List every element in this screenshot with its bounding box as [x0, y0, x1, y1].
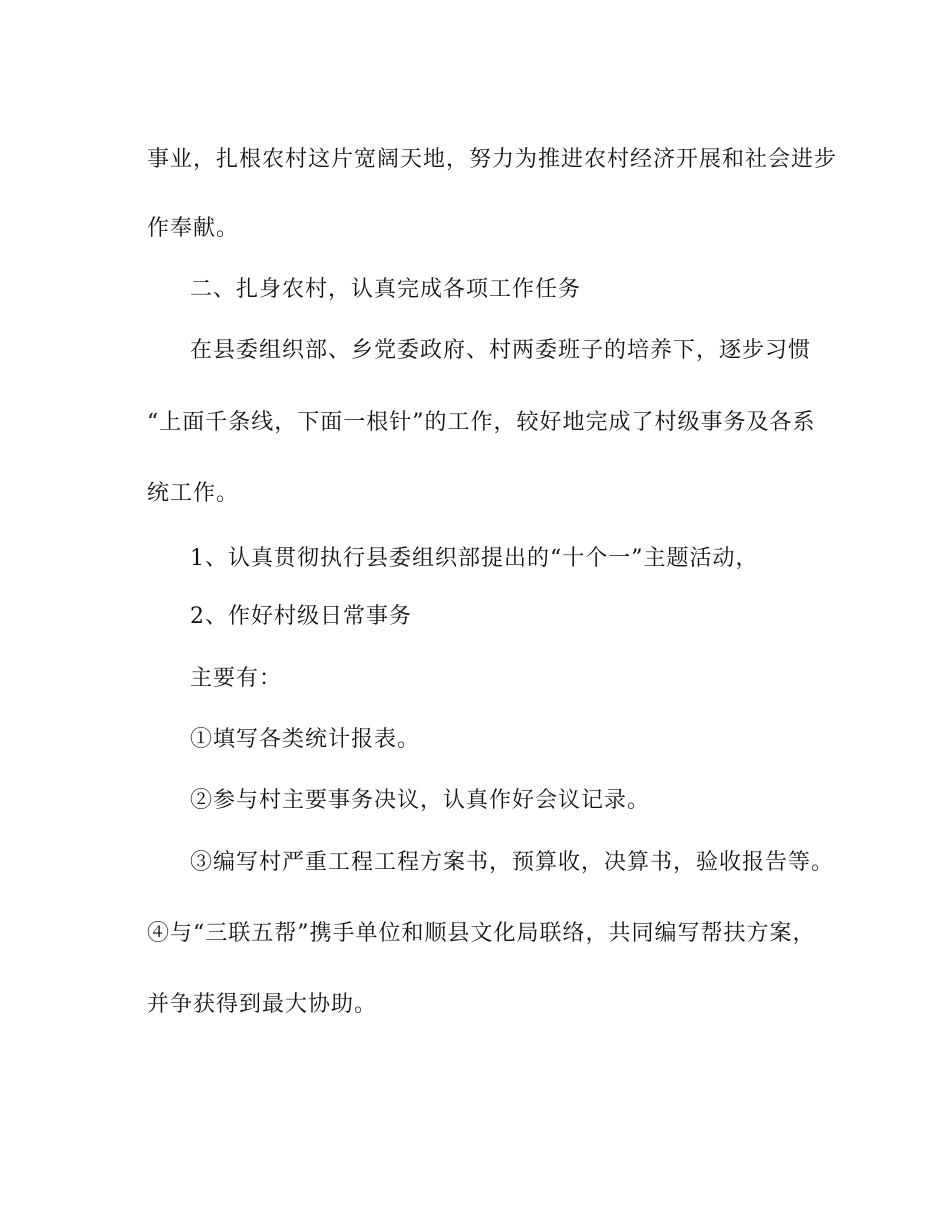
list-item: 1、认真贯彻执行县委组织部提出的“十个一”主题活动， — [190, 546, 759, 571]
list-item: ①填写各类统计报表。 — [190, 727, 421, 752]
list-item: ②参与村主要事务决议，认真作好会议记录。 — [190, 788, 651, 813]
body-text-line: 在县委组织部、乡党委政府、村两委班子的培养下，逐步习惯 — [190, 338, 812, 363]
body-text-line: 主要有： — [190, 666, 283, 691]
body-text-line: 事业，扎根农村这片宽阔天地，努力为推进农村经济开展和社会进步 — [147, 147, 838, 172]
body-text-line: 并争获得到最大协助。 — [147, 992, 378, 1017]
section-heading: 二、扎身农村，认真完成各项工作任务 — [190, 277, 582, 302]
list-item: 2、作好村级日常事务 — [190, 604, 412, 629]
body-text-line: “上面千条线，下面一根针”的工作，较好地完成了村级事务及各系 — [147, 410, 816, 435]
list-item: ③编写村严重工程工程方案书，预算收，决算书，验收报告等。 — [190, 850, 835, 875]
body-text-line: 作奉献。 — [147, 216, 240, 241]
list-item: ④与“三联五帮”携手单位和顺县文化局联络，共同编写帮扶方案， — [147, 921, 816, 946]
body-text-line: 统工作。 — [147, 481, 240, 506]
